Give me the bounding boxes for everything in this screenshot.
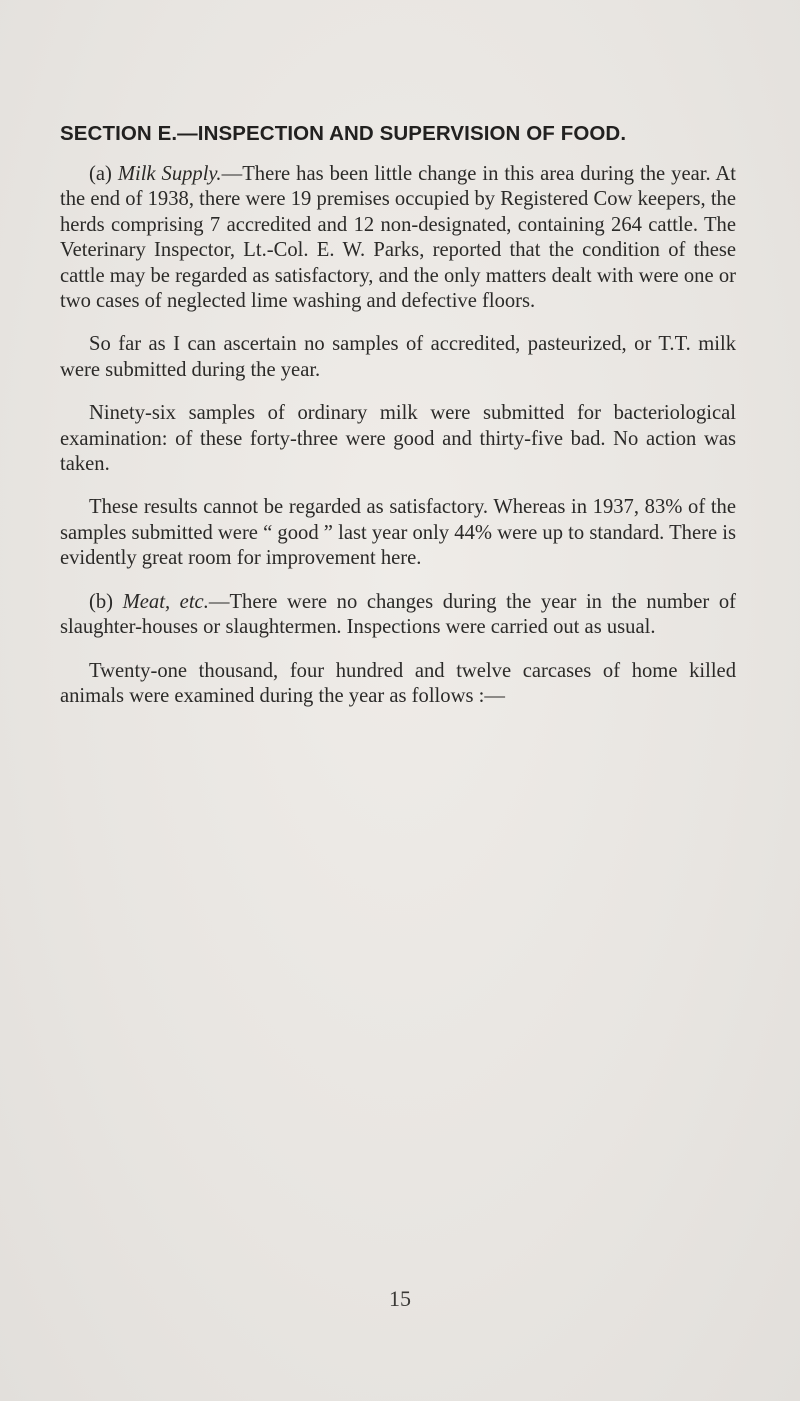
paragraph-text: —There has been little change in this area during the year. At the end of 1938, there were 19 premises occupied by Registered Cow keepers, the herds comprising 7 accredited and 12 non-designated, containing 264 cattle. The Veterinary Inspector, Lt.-Col. E. W. Parks, reported that the condition of these cattle may be regarded as satisfactory, and the only matters dealt with were one or two cases of neglected lime washing and defective floors.: [60, 163, 737, 313]
paragraph-text: Twenty-one thousand, four hundred and twelve carcases of home killed animals were examined during the year as follows :—: [60, 659, 736, 707]
paragraph-pasteurized: [60, 332, 736, 383]
paragraph-results: [60, 495, 736, 571]
paragraph-label: (a): [89, 163, 112, 185]
paragraph-text: Ninety-six samples of ordinary milk were submitted for bacteriological examination: of these forty-three were good and thirty-five bad. No action was taken.: [60, 402, 736, 476]
subheading-milk-supply: Milk Supply.: [117, 163, 222, 185]
paragraph-text: —There were no changes during the year in the number of slaughter-houses or slaughtermen. Inspections were carried out as usual.: [60, 590, 736, 639]
paragraph-ordinary-milk: [60, 401, 736, 477]
paragraph-meat: [60, 590, 736, 641]
paragraph-text: These results cannot be regarded as satisfactory. Whereas in 1937, 83% of the samples submitted were “ good ” last year only 44% were up to standard. There is evidently great room for improvement here.: [60, 496, 736, 570]
paragraph-carcases: [60, 659, 736, 710]
body-text: [60, 162, 736, 727]
section-heading: SECTION E.—INSPECTION AND SUPERVISION OF FOOD.: [60, 122, 627, 145]
subheading-meat: Meat, etc.: [122, 590, 209, 613]
paragraph-milk-supply: [60, 162, 736, 314]
page-number: 15: [389, 1286, 411, 1311]
paragraph-label: (b): [89, 590, 114, 613]
paragraph-text: So far as I can ascertain no samples of accredited, pasteurized, or T.T. milk were submitted during the year.: [60, 333, 736, 381]
